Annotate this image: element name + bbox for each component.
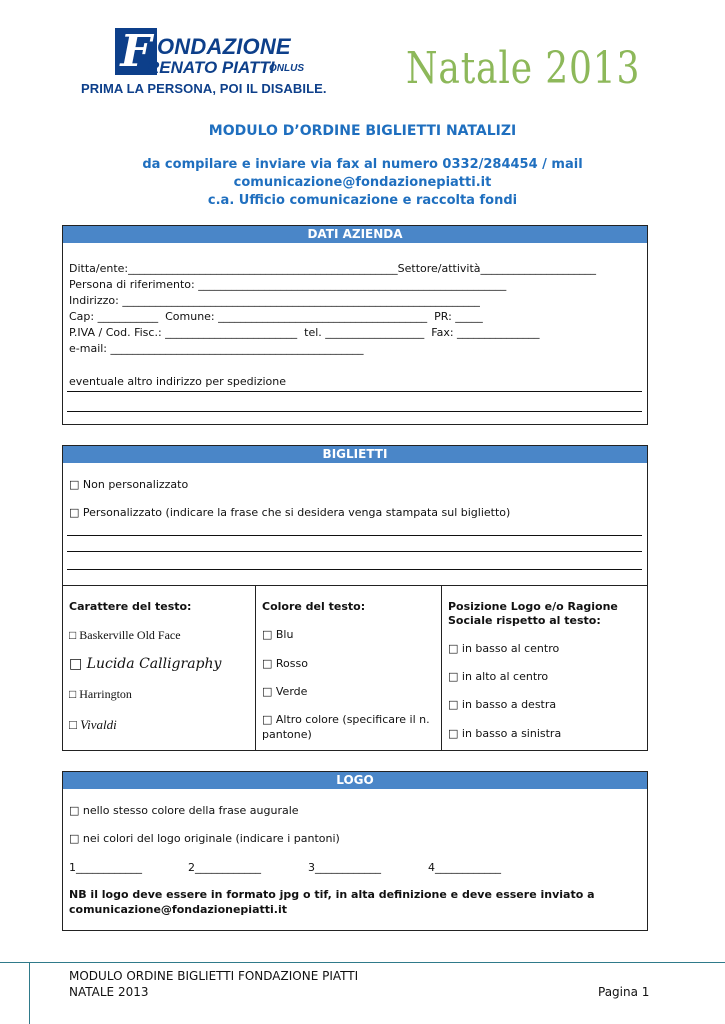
column-divider-1	[255, 585, 256, 751]
field-indirizzo[interactable]: Indirizzo: _________________________________________________________________	[69, 294, 480, 307]
option-colori-originali[interactable]: □ nei colori del logo originale (indicare i pantoni)	[69, 832, 340, 845]
field-persona[interactable]: Persona di riferimento: ________________________________________________________	[69, 278, 507, 291]
footer-margin-line	[29, 962, 30, 1024]
field-cap[interactable]: Cap: ___________ Comune: ______________________________________ PR: _____	[69, 310, 483, 323]
option-basso-centro[interactable]: □ in basso al centro	[448, 642, 560, 655]
pantone-field-2[interactable]: 2____________	[188, 861, 261, 874]
pantone-field-4[interactable]: 4____________	[428, 861, 501, 874]
subtitle-line-2: comunicazione@fondazionepiatti.it	[233, 175, 492, 190]
spedizione-line-2[interactable]	[67, 411, 642, 412]
option-personalizzato[interactable]: □ Personalizzato (indicare la frase che si desidera venga stampata sul biglietto)	[69, 506, 511, 519]
logo-onlus: ONLUS	[269, 63, 304, 74]
spedizione-label: eventuale altro indirizzo per spedizione	[69, 375, 286, 388]
footer-line-2: NATALE 2013	[69, 985, 149, 999]
nb-line-1: NB il logo deve essere in formato jpg o tif, in alta definizione e deve essere inviato a	[69, 888, 595, 901]
option-altro-colore-cont: pantone)	[262, 728, 312, 741]
natale-title: Natale 2013	[406, 43, 641, 94]
option-lucida[interactable]: □ Lucida Calligraphy	[69, 656, 222, 672]
option-non-personalizzato[interactable]: □ Non personalizzato	[69, 478, 189, 491]
option-stesso-colore[interactable]: □ nello stesso colore della frase augurale	[69, 804, 299, 817]
nb-line-2: comunicazione@fondazionepiatti.it	[69, 903, 287, 916]
footer-page-number: Pagina 1	[598, 985, 650, 999]
fondazione-logo	[79, 26, 347, 96]
pantone-field-1[interactable]: 1____________	[69, 861, 142, 874]
dati-azienda-box	[62, 225, 648, 425]
biglietti-heading: BIGLIETTI	[63, 446, 647, 463]
column-divider-2	[441, 585, 442, 751]
option-basso-destra[interactable]: □ in basso a destra	[448, 698, 557, 711]
spedizione-line-1[interactable]	[67, 391, 642, 392]
option-vivaldi[interactable]: □ Vivaldi	[69, 717, 117, 732]
posizione-label-1: Posizione Logo e/o Ragione	[448, 600, 618, 613]
option-rosso[interactable]: □ Rosso	[262, 657, 308, 670]
footer-divider	[0, 962, 725, 963]
frase-line-2[interactable]	[67, 551, 642, 552]
subtitle-line-1: da compilare e inviare via fax al numero 0332/284454 / mail	[142, 157, 583, 172]
frase-line-3[interactable]	[67, 569, 642, 570]
field-email[interactable]: e-mail: ______________________________________________	[69, 342, 364, 355]
field-piva[interactable]: P.IVA / Cod. Fisc.: ________________________ tel. __________________ Fax: _______________	[69, 326, 540, 339]
option-blu[interactable]: □ Blu	[262, 628, 294, 641]
logo-letter: F	[115, 28, 157, 75]
subtitle-line-3: c.a. Ufficio comunicazione e raccolta fondi	[207, 193, 518, 208]
pantone-field-3[interactable]: 3____________	[308, 861, 381, 874]
option-harrington[interactable]: □ Harrington	[69, 687, 132, 701]
field-ditta[interactable]: Ditta/ente:_________________________________________________Settore/attività_____________________	[69, 262, 597, 275]
logo-slogan: PRIMA LA PERSONA, POI IL DISABILE.	[81, 81, 327, 96]
logo-heading: LOGO	[63, 772, 647, 789]
option-verde[interactable]: □ Verde	[262, 685, 308, 698]
logo-name-secondary: RENATO PIATTI	[147, 58, 275, 77]
dati-azienda-heading: DATI AZIENDA	[63, 226, 647, 243]
posizione-label-2: Sociale rispetto al testo:	[448, 614, 601, 627]
option-altro-colore[interactable]: □ Altro colore (specificare il n.	[262, 713, 430, 726]
option-basso-sinistra[interactable]: □ in basso a sinistra	[448, 727, 562, 740]
biglietti-divider	[62, 585, 648, 586]
colore-label: Colore del testo:	[262, 600, 366, 613]
carattere-label: Carattere del testo:	[69, 600, 192, 613]
option-baskerville[interactable]: □ Baskerville Old Face	[69, 628, 181, 642]
page-title: MODULO D’ORDINE BIGLIETTI NATALIZI	[208, 123, 517, 139]
footer-line-1: MODULO ORDINE BIGLIETTI FONDAZIONE PIATTI	[69, 969, 359, 983]
frase-line-1[interactable]	[67, 535, 642, 536]
option-alto-centro[interactable]: □ in alto al centro	[448, 670, 549, 683]
logo-name: ONDAZIONE	[157, 34, 291, 59]
